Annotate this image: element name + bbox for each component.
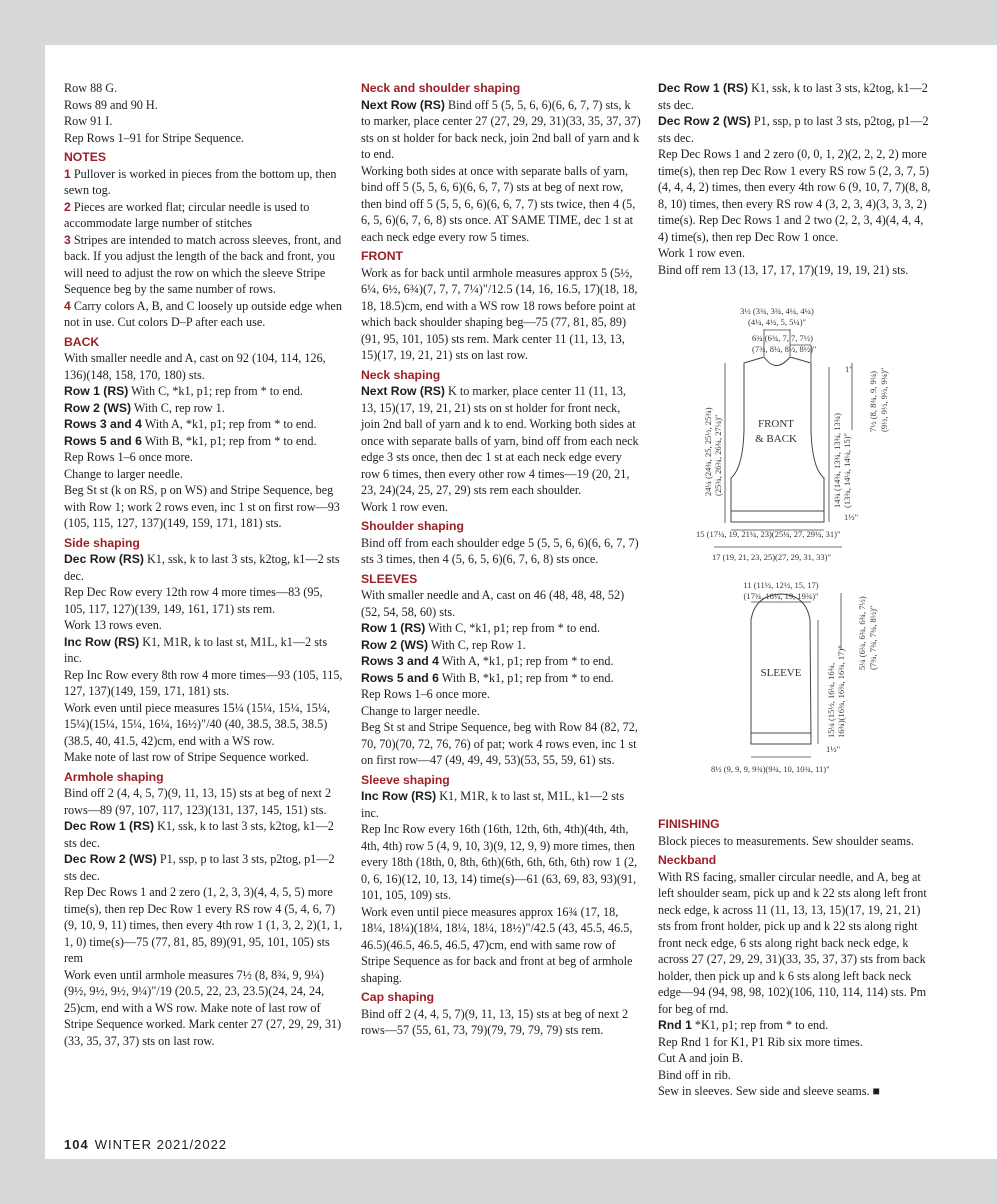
side-shaping-instructions [64, 551, 344, 766]
row-label: Dec Row 1 (RS) [64, 819, 155, 833]
note-text: Carry colors A, B, and C loosely up outside edge when not in use. Cut colors D–P after each use. [64, 298, 342, 329]
sleeve-rib-label: 1½" [826, 744, 841, 754]
instruction-line [361, 535, 641, 568]
sleeve-length-label: 15¼ (15½, 16¼, 16¾, [826, 662, 836, 738]
instruction-line [361, 670, 641, 687]
row-text: Work even until piece measures approx 16¾ (17, 18, 18¼, 18¼)(18¼, 18¼, 18¼, 18½)"/42.5 (43, 45.5, 46.5, 46.5)(46.5, 46.5, 46.5, 47)cm, end with same row of Stripe Sequence as for back and front at beg of armhole shaping. [361, 904, 633, 985]
row-label: Dec Row 2 (WS) [64, 852, 157, 866]
instruction-line [64, 700, 344, 750]
instruction-line [361, 637, 641, 654]
row-text: Work as for back until armhole measures approx 5 (5½, 6¼, 6½, 6¾)(7, 7, 7, 7¼)"/12.5 (14, 16, 16.5, 17)(18, 18, 18, 18.5)cm, end with a WS row 18 rows before point at which back shoulder shaping beg—75 (77, 81, 85, 89)(91, 95, 101, 105) sts rem. Mark center 11 (11, 13, 13, 15)(17, 19, 21, 21) sts on last row. [361, 265, 638, 362]
note-number: 1 [64, 166, 71, 181]
cap-shaping-continued [658, 80, 936, 278]
row-label: Rows 5 and 6 [64, 433, 142, 448]
row-text: K1, ssk, k to last 3 sts, k2tog, k1—2 sts dec. [64, 552, 340, 583]
row-text: With A, *k1, p1; rep from * to end. [438, 654, 614, 668]
armhole-depth-label-2: (9½, 9½, 9½, 9¾)" [879, 367, 889, 432]
instruction-line [64, 551, 344, 584]
row-text: *K1, p1; rep from * to end. [691, 1018, 829, 1032]
sleeve-length-label-2: 16¾)(16¾, 16¾, 16¾, 17)" [836, 645, 846, 738]
row-text: Rep Dec Rows 1 and 2 zero (0, 0, 1, 2)(2, 2, 2, 2) more time(s), then rep Dec Row 1 every RS row 5 (2, 3, 7, 5)(4, 4, 4, 2) times, then every 4th row 6 (9, 10, 7, 7)(8, 8, 8, 10) times, then every RS row 4 (3, 2, 3, 4)(3, 3, 3, 2) time(s). Rep Dec Rows 1 and 2 two (2, 2, 3, 4)(4, 4, 4, 4) time(s), then rep Dec Row 1 once. [658, 147, 931, 244]
cuff-width-label: 8½ (9, 9, 9, 9¾)(9¾, 10, 10¾, 11)" [711, 764, 830, 774]
row-text: Rep Rows 1–6 once more. [64, 450, 193, 464]
instruction-line [361, 788, 641, 821]
row-label: Inc Row (RS) [361, 789, 437, 803]
neck-width-label: 3½ (3¾, 3¾, 4¼, 4¼) [740, 306, 814, 316]
row-label: Rows 5 and 6 [361, 670, 439, 685]
row-text: Rep Rows 1–6 once more. [361, 687, 490, 701]
row-text: Make note of last row of Stripe Sequence worked. [64, 750, 309, 764]
body-rib-label: 1½" [844, 512, 859, 522]
hem-width-label: 15 (17¼, 19, 21¼, 23)(25¼, 27, 29¼, 31)" [696, 529, 841, 539]
column-3-lower [658, 813, 936, 1100]
row-label: Rnd 1 [658, 1018, 692, 1032]
row-text: Bind off from each shoulder edge 5 (5, 5, 6, 6)(6, 6, 7, 7) sts 3 times, then 4 (5, 6, 5, 6)(6, 7, 6, 8) sts once. [361, 535, 639, 566]
front-back-label: FRONT [757, 418, 795, 430]
row-text: Rep Rnd 1 for K1, P1 Rib six more times. [658, 1034, 863, 1049]
back-heading: BACK [64, 334, 100, 349]
instruction-line [64, 416, 344, 433]
row-text: Rep Inc Row every 16th (16th, 12th, 6th, 4th)(4th, 4th, 4th, 4th) row 5 (4, 9, 10, 3)(9, 12, 9, 9) more times, then every 18th (18th, 0, 8th, 6th)(6th, 6th, 6th, 6th) row 1 (2, 0, 6, 16)(12, 10, 13, 14) time(s)—61 (63, 69, 83, 93)(91, 101, 105, 109) sts. [361, 822, 638, 902]
row-label: Inc Row (RS) [64, 634, 140, 649]
row-text: Work even until armhole measures 7½ (8, 8¾, 9, 9¼)(9½, 9½, 9½, 9¼)"/19 (20.5, 22, 23, 23.5)(24, 24, 24, 25)cm, end with a WS row. Make note of last row of Stripe Sequence worked. Mark center 27 (27, 29, 29, 31)(33, 35, 37, 37) sts on last row. [64, 967, 342, 1048]
row-label: Dec Row (RS) [64, 552, 144, 566]
instruction-line [361, 821, 641, 904]
instruction-line [658, 1017, 936, 1034]
instruction-line [658, 1034, 936, 1051]
upper-arm-label: 11 (11½, 12½, 15, 17) [743, 580, 819, 590]
instruction-line [361, 265, 641, 364]
instruction-line [64, 350, 344, 383]
note-number: 3 [64, 232, 71, 247]
row-text: With C, rep row 1. [131, 400, 225, 415]
cap-height-label: 5¼ (6¼, 6¾, 6¾, 7½) [857, 596, 867, 670]
instruction-line [64, 383, 344, 400]
sleeve-label: SLEEVE [760, 667, 802, 679]
note-number: 2 [64, 199, 71, 214]
row-label: Next Row (RS) [361, 384, 445, 398]
row-label: Dec Row 2 (WS) [658, 114, 751, 128]
note-text: Stripes are intended to match across sleeves, front, and back. If you adjust the length of the back and front, you will need to adjust the row on which the sleeve Stripe Sequence beg by the same number of rows. [64, 232, 342, 296]
row-text: Block pieces to measurements. Sew shoulder seams. [658, 833, 914, 848]
note-text: Pieces are worked flat; circular needle is used to accommodate large number of stitches [64, 199, 310, 230]
instruction-line: Row 88 G. [64, 81, 118, 95]
row-text: Working both sides at once with separate balls of yarn, bind off 5 (5, 5, 6, 6)(6, 6, 7, 7) sts at beg of next row, then bind off 5 (5, 5, 6, 6)(6, 6, 7, 7) sts twice, then 4 (5, 6, 5, 6)(6, 7, 6, 8) sts once. AT SAME TIME, dec 1 st at each neck edge every row 5 times. [361, 163, 636, 244]
row-text: K1, M1R, k to last st, M1L, k1—2 sts inc. [64, 634, 328, 665]
shoulder-width-label-2: (7¾, 8¼, 8½, 8½)" [752, 344, 817, 354]
instruction-line [64, 232, 344, 298]
instruction-line [361, 653, 641, 670]
row-text: Sew in sleeves. Sew side and sleeve seams. ■ [658, 1084, 880, 1098]
instruction-line [64, 199, 344, 232]
instruction-line [64, 785, 344, 818]
row-label: Row 2 (WS) [361, 637, 429, 652]
row-text: Work even until piece measures 15¼ (15¼, 15¼, 15¼, 15¼)(15¼, 15¼, 16¼, 16½)"/40 (40, 38.5, 38.5, 38.5)(38.5, 40, 41.5, 42)cm, end with a WS row. [64, 700, 331, 748]
front-heading: FRONT [361, 249, 403, 263]
row-text: Rep Dec Row every 12th row 4 more times—83 (95, 105, 117, 127)(139, 149, 161, 171) sts rem. [64, 585, 323, 616]
instruction-line [64, 166, 344, 199]
instruction-line [658, 146, 936, 245]
side-shaping-heading: Side shaping [64, 535, 140, 550]
front-back-label-2: & BACK [755, 433, 797, 445]
row-label: Next Row (RS) [361, 97, 445, 112]
instruction-line [64, 584, 344, 617]
row-text: Beg St st and Stripe Sequence, beg with Row 84 (82, 72, 70, 70)(70, 72, 76, 76) of pat; work 4 rows even, inc 1 st on first row—47 (49, 49, 49, 53)(53, 55, 59, 61) sts. [361, 720, 638, 767]
row-text: Cut A and join B. [658, 1051, 743, 1065]
row-label: Dec Row 1 (RS) [658, 81, 749, 95]
row-text: K1, ssk, k to last 3 sts, k2tog, k1—2 sts dec. [64, 819, 334, 850]
instruction-line [64, 749, 344, 766]
instruction-line: Row 91 I. [64, 114, 113, 128]
notes-list [64, 166, 344, 331]
instruction-line [658, 1067, 936, 1084]
row-text: Bind off rem 13 (13, 17, 17, 17)(19, 19, 19, 21) sts. [658, 262, 909, 277]
page-number: 104 [64, 1137, 89, 1152]
row-text: With smaller needle and A, cast on 92 (104, 114, 126, 136)(148, 158, 170, 180) sts. [64, 351, 326, 382]
cap-height-label-2: (7¾, 7¾, 7¾, 8½)" [868, 605, 878, 670]
cap-shaping-instructions [361, 1006, 641, 1039]
instruction-line [64, 851, 344, 884]
instruction-line [361, 383, 641, 499]
instruction-line [658, 113, 936, 146]
instruction-line [658, 80, 936, 113]
row-text: P1, ssp, p to last 3 sts, p2tog, p1—2 sts dec. [64, 852, 335, 883]
neckband-instructions [658, 869, 936, 1100]
instruction-line [64, 482, 344, 532]
side-length-label-2: (13¾, 14¼, 14¼, 15)" [842, 432, 852, 508]
row-text: Work 13 rows even. [64, 618, 162, 632]
row-text: Bind off in rib. [658, 1067, 731, 1082]
instruction-line [64, 818, 344, 851]
bust-width-label: 17 (19, 21, 23, 25)(27, 29, 31, 33)" [712, 552, 831, 562]
neck-shoulder-heading: Neck and shoulder shaping [361, 81, 521, 95]
instruction-line [361, 97, 641, 163]
instruction-line [658, 1083, 936, 1100]
row-text: Change to larger needle. [361, 703, 480, 718]
instruction-line [658, 1050, 936, 1067]
instruction-line [64, 449, 344, 466]
column-3 [658, 80, 936, 278]
row-text: K1, M1R, k to last st, M1L, k1—2 sts inc. [361, 789, 625, 820]
sleeve-shaping-heading: Sleeve shaping [361, 772, 450, 787]
instruction-line [361, 1006, 641, 1039]
sleeve-shaping-instructions [361, 788, 641, 986]
shoulder-shaping-instructions [361, 535, 641, 568]
neck-width-label-2: (4¼, 4½, 5, 5¼)" [747, 317, 807, 327]
front-instructions [361, 265, 641, 364]
row-text: Rep Dec Rows 1 and 2 zero (1, 2, 3, 3)(4, 4, 5, 5) more time(s), then rep Dec Row 1 every RS row 4 (5, 4, 6, 7)(9, 10, 9, 11) times, then every 4th row 1 (1, 3, 2, 2)(1, 1, 1, 0) time(s)—75 (77, 81, 85, 89)(91, 95, 101, 105) sts rem [64, 885, 343, 965]
instruction-line [361, 620, 641, 637]
instruction-line [64, 617, 344, 634]
instruction-line: Rep Rows 1–91 for Stripe Sequence. [64, 130, 245, 145]
row-text: With smaller needle and A, cast on 46 (48, 48, 48, 52)(52, 54, 58, 60) sts. [361, 588, 625, 619]
notes-heading: NOTES [64, 150, 106, 164]
upper-arm-label-2: (17¾, 18¼, 19, 19¾)" [743, 591, 819, 601]
schematic-diagram [690, 300, 900, 780]
instruction-line [658, 262, 936, 279]
stripe-rows [64, 80, 344, 146]
row-text: K to marker, place center 11 (11, 13, 13, 15)(17, 19, 21, 21) sts on st holder for front neck, join 2nd ball of yarn and k to end. Working both sides at once with separate balls of yarn, bind off from each neck edge 3 sts once, then dec 1 st at each neck edge every row 6 times, then every other row 4 times—19 (20, 21, 23, 24)(24, 25, 27, 29) sts rem each shoulder. [361, 384, 639, 497]
finishing-heading: FINISHING [658, 817, 720, 831]
finishing-instructions [658, 833, 936, 850]
instruction-line [361, 587, 641, 620]
instruction-line [658, 869, 936, 1018]
instruction-line [361, 904, 641, 987]
instruction-line [658, 833, 936, 850]
row-text: Bind off 2 (4, 4, 5, 7)(9, 11, 13, 15) sts at beg of next 2 rows—57 (55, 61, 73, 79)(79, 79, 79, 79) sts rem. [361, 1006, 629, 1037]
side-length-label: 14¾ (14¾, 13¾, 13¾, 13¾) [832, 413, 842, 508]
row-text: With B, *k1, p1; rep from * to end. [141, 433, 317, 448]
row-label: Rows 3 and 4 [64, 417, 142, 431]
shoulder-width-label: 6¾ (6¾, 7, 7, 7½) [752, 333, 813, 343]
neckband-heading: Neckband [658, 853, 717, 867]
instruction-line [658, 245, 936, 262]
row-text: Beg St st (k on RS, p on WS) and Stripe Sequence, beg with Row 1; work 2 rows even, inc 1 st on first row—93 (105, 115, 127, 137)(149, 159, 171, 181) sts. [64, 483, 340, 530]
issue-label: WINTER 2021/2022 [94, 1137, 228, 1152]
neck-shaping-instructions [361, 383, 641, 515]
armhole-shaping-instructions [64, 785, 344, 1049]
instruction-line [64, 967, 344, 1050]
body-length-label-2: (25¾, 26¾, 26¾, 27¼)" [713, 414, 723, 496]
column-2 [361, 80, 641, 1039]
row-text: With C, *k1, p1; rep from * to end. [425, 621, 600, 635]
instruction-line [64, 400, 344, 417]
row-text: With B, *k1, p1; rep from * to end. [438, 670, 614, 685]
instruction-line [64, 298, 344, 331]
shoulder-shaping-heading: Shoulder shaping [361, 519, 464, 533]
row-text: With C, rep Row 1. [428, 637, 526, 652]
instruction-line [361, 686, 641, 703]
row-text: Work 1 row even. [658, 246, 746, 260]
row-text: Change to larger needle. [64, 466, 183, 481]
instruction-line: Rows 89 and 90 H. [64, 97, 158, 112]
row-label: Rows 3 and 4 [361, 654, 439, 668]
body-length-label: 24¼ (24¾, 25, 25½, 25¾) [703, 407, 713, 496]
back-instructions [64, 350, 344, 532]
row-text: Bind off 2 (4, 4, 5, 7)(9, 11, 13, 15) sts at beg of next 2 rows—89 (97, 107, 117, 123)(131, 137, 145, 151) sts. [64, 786, 332, 817]
row-text: With A, *k1, p1; rep from * to end. [141, 417, 317, 431]
armhole-shaping-heading: Armhole shaping [64, 769, 164, 784]
note-text: Pullover is worked in pieces from the bottom up, then sewn tog. [64, 166, 337, 197]
instruction-line [361, 719, 641, 769]
column-1 [64, 80, 344, 1049]
row-label: Row 2 (WS) [64, 400, 132, 415]
cap-shaping-heading: Cap shaping [361, 990, 435, 1004]
instruction-line [64, 667, 344, 700]
row-text: P1, ssp, p to last 3 sts, p2tog, p1—2 sts dec. [658, 114, 929, 145]
note-number: 4 [64, 298, 71, 313]
neck-shoulder-instructions [361, 97, 641, 246]
row-label: Row 1 (RS) [361, 621, 426, 635]
row-text: K1, ssk, k to last 3 sts, k2tog, k1—2 sts dec. [658, 81, 928, 112]
instruction-line [64, 884, 344, 967]
row-text: Work 1 row even. [361, 499, 449, 514]
instruction-line [361, 499, 641, 516]
neck-drop-label: 1" [845, 364, 853, 374]
row-text: With RS facing, smaller circular needle, and A, beg at left shoulder seam, pick up and k 22 sts along left front neck edge, k across 11 (11, 13, 13, 15)(17, 19, 21, 21) sts from front holder, pick up and k 22 sts along right front neck edge, 6 sts along right back neck edge, k across 27 (27, 29, 29, 31)(33, 35, 37, 37) sts from back holder, then pick up and k 6 sts along left back neck edge—94 (94, 98, 98, 102)(106, 110, 114, 114) sts. Pm for beg of rnd. [658, 869, 927, 1016]
row-text: With C, *k1, p1; rep from * to end. [128, 384, 303, 398]
instruction-line [361, 703, 641, 720]
row-text: Bind off 5 (5, 5, 6, 6)(6, 6, 7, 7) sts, k to marker, place center 27 (27, 29, 29, 31)(33, 35, 37, 37) sts on st holder for back neck, join 2nd ball of yarn and k to end. [361, 97, 641, 161]
armhole-depth-label: 7½ (8, 8¾, 9, 9¼) [868, 371, 878, 432]
page-footer [64, 1137, 227, 1152]
row-label: Row 1 (RS) [64, 384, 129, 398]
instruction-line [361, 163, 641, 246]
instruction-line [64, 466, 344, 483]
instruction-line [64, 433, 344, 450]
sleeves-heading: SLEEVES [361, 571, 418, 586]
neck-shaping-heading: Neck shaping [361, 367, 441, 382]
row-text: Rep Inc Row every 8th row 4 more times—93 (105, 115, 127, 137)(149, 159, 171, 181) sts. [64, 667, 343, 698]
instruction-line [64, 634, 344, 667]
sleeves-instructions [361, 587, 641, 769]
